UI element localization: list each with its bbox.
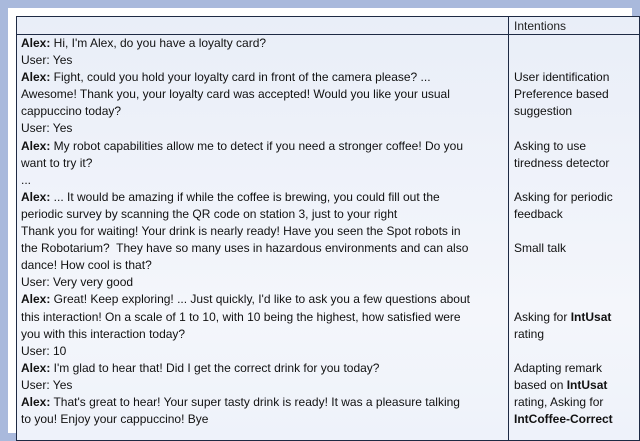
text-segment: That's great to hear! Your super tasty drink is ready! It was a pleasure talking (50, 394, 460, 409)
text-segment: I'm glad to hear that! Did I get the correct drink for you today? (50, 360, 380, 375)
bold-text: IntCoffee-Correct (514, 412, 613, 427)
dialogue-line (21, 377, 507, 394)
dialogue-line (21, 343, 507, 360)
bold-text: Alex: (21, 360, 51, 375)
dialogue-line (21, 69, 507, 86)
intention-line (514, 240, 636, 257)
dialogue-line (21, 274, 507, 291)
text-segment: you with this interaction today? (21, 326, 186, 341)
intention-line (514, 326, 636, 343)
text-segment: the Robotarium? They have so many uses in hazardous environments and can also (21, 241, 469, 256)
text-segment: Thank you for waiting! Your drink is nearly ready! Have you seen the Spot robots in (21, 224, 461, 239)
intention-line (514, 155, 636, 172)
text-segment: tiredness detector (514, 155, 610, 170)
text-segment: suggestion (514, 104, 573, 119)
dialogue-line (21, 257, 507, 274)
intention-line (514, 172, 636, 189)
intention-line (514, 206, 636, 223)
dialogue-line (21, 86, 507, 103)
text-segment: Adapting remark (514, 360, 603, 375)
intention-line (514, 377, 636, 394)
text-segment: My robot capabilities allow me to detect if you need a stronger coffee! Do you (50, 138, 464, 153)
text-segment: periodic survey by scanning the QR code on station 3, just to your right (21, 206, 398, 221)
text-segment: Fight, could you hold your loyalty card in front of the camera please? ... (50, 70, 431, 85)
text-segment: User: Yes (21, 121, 73, 136)
dialogue-line (21, 394, 507, 411)
text-segment: Hi, I'm Alex, do you have a loyalty card? (50, 36, 267, 50)
intention-line (514, 274, 636, 291)
intention-line (514, 138, 636, 155)
intention-line (514, 35, 636, 52)
text-segment: ... (21, 172, 32, 187)
text-segment: dance! How cool is that? (21, 258, 152, 273)
text-segment: want to try it? (21, 155, 93, 170)
text-segment: based on (514, 377, 567, 392)
dialogue-line (21, 138, 507, 155)
text-segment: this interaction! On a scale of 1 to 10, with 10 being the highest, how satisfied were (21, 309, 461, 324)
intention-line (514, 291, 636, 308)
dialogue-line (21, 103, 507, 120)
dialogue-line (21, 172, 507, 189)
text-segment: Asking for periodic (514, 189, 613, 204)
dialogue-line (21, 120, 507, 137)
bold-text: IntUsat (570, 309, 612, 324)
dialogue-line (21, 411, 507, 428)
dialogue-table (16, 16, 640, 441)
text-segment: cappuccino today? (21, 104, 122, 119)
bold-text: Alex: (21, 189, 51, 204)
bold-text: Alex: (21, 70, 51, 85)
bold-text: Alex: (21, 36, 51, 50)
dialogue-line (21, 206, 507, 223)
intention-line (514, 86, 636, 103)
dialogue-line (21, 326, 507, 343)
column-divider (508, 17, 509, 440)
dialogue-column (21, 35, 507, 428)
intention-line (514, 360, 636, 377)
dialogue-line (21, 52, 507, 69)
dialogue-line (21, 360, 507, 377)
text-segment: User: Yes (21, 53, 73, 68)
intention-line (514, 189, 636, 206)
text-segment: User: Very very good (21, 275, 134, 290)
text-segment: Asking for (514, 309, 571, 324)
dialogue-line (21, 155, 507, 172)
dialogue-line (21, 240, 507, 257)
bold-text: Alex: (21, 292, 51, 307)
intention-line (514, 69, 636, 86)
bold-text: IntUsat (566, 377, 608, 392)
text-segment: ... It would be amazing if while the coffee is brewing, you could fill out the (50, 189, 440, 204)
dialogue-line (21, 189, 507, 206)
intention-line (514, 223, 636, 240)
dialogue-line (21, 291, 507, 308)
intention-line (514, 343, 636, 360)
intention-line (514, 120, 636, 137)
text-segment: feedback (514, 206, 563, 221)
bold-text: Alex: (21, 138, 51, 153)
text-segment: Small talk (514, 241, 567, 256)
dialogue-line (21, 223, 507, 240)
text-segment: rating, Asking for (514, 394, 604, 409)
text-segment: Awesome! Thank you, your loyalty card was accepted! Would you like your usual (21, 87, 450, 102)
bold-text: Alex: (21, 394, 51, 409)
text-segment: Great! Keep exploring! ... Just quickly, I'd like to ask you a few questions about (50, 292, 470, 307)
dialogue-line (21, 35, 507, 52)
text-segment: to you! Enjoy your cappuccino! Bye (21, 412, 209, 427)
intention-line (514, 394, 636, 411)
intentions-header: Intentions (514, 19, 567, 33)
intention-line (514, 411, 636, 428)
intention-line (514, 257, 636, 274)
dialogue-line (21, 309, 507, 326)
text-segment: rating (514, 326, 545, 341)
text-segment: Asking to use (514, 138, 587, 153)
intention-line (514, 52, 636, 69)
intention-line (514, 309, 636, 326)
text-segment: User identification (514, 70, 610, 85)
intentions-column (514, 35, 636, 428)
intention-line (514, 103, 636, 120)
text-segment: Preference based (514, 87, 609, 102)
text-segment: User: Yes (21, 377, 73, 392)
text-segment: User: 10 (21, 343, 67, 358)
